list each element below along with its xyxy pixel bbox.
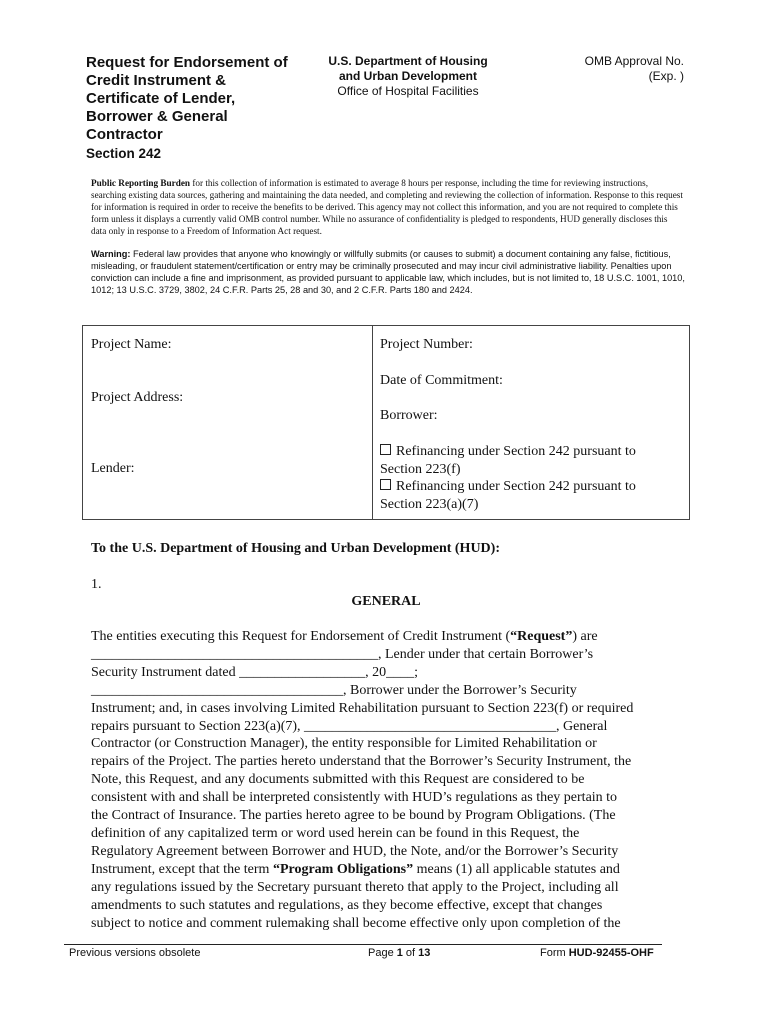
section-label: Section 242	[86, 146, 162, 161]
paragraph-line	[91, 628, 689, 646]
general-paragraph	[91, 628, 689, 932]
date-of-commitment-field[interactable]: Date of Commitment:	[380, 373, 503, 388]
option-223f-label-line1: Refinancing under Section 242 pursuant to	[396, 444, 636, 459]
title-line: Certificate of Lender,	[86, 90, 236, 107]
paragraph-line: ____________________________________, Borrower under the Borrower’s Security	[91, 682, 577, 698]
warning-label: Warning:	[91, 249, 131, 259]
paragraph-line: repairs of the Project. The parties hereto understand that the Borrower’s Security Instrument, the	[91, 754, 632, 770]
paragraph-line: subject to notice and comment rulemaking shall become effective only upon completion of the	[91, 915, 621, 931]
box-divider	[372, 326, 373, 519]
agency-name-line2: and Urban Development	[338, 69, 478, 83]
omb-expiration: (Exp. )	[648, 69, 684, 83]
paragraph-line: Contractor (or Construction Manager), the entity responsible for Limited Rehabilitation or	[91, 736, 597, 752]
paragraph-line: the Contract of Insurance. The parties hereto agree to be bound by Program Obligations. (The	[91, 808, 616, 824]
agency-block	[316, 54, 500, 99]
title-line: Borrower & General	[86, 108, 228, 125]
title-line: Credit Instrument &	[86, 72, 227, 89]
paragraph-line: Note, this Request, and any documents submitted with this Request are considered to be	[91, 772, 585, 788]
burden-text: for this collection of information is estimated to average 8 hours per response, including the time for reviewing instructions, searching existing data sources, gathering and maintaining the data needed, and completing and reviewing the collection of information. Response to this request for information is required in order to receive the benefits to be derived. This agency may not collect this information, and you are not required to complete this form unless it displays a currently valid OMB control number. While no assurance of confidentiality is pledged to respondents, HUD generally discloses this data only in response to a Freedom of Information Act request.	[91, 178, 683, 236]
omb-approval	[540, 54, 684, 84]
option-section-223a7[interactable]	[380, 478, 680, 514]
paragraph-line: repairs pursuant to Section 223(a)(7), ____________________________________, General	[91, 718, 608, 734]
form-label: Form	[540, 947, 569, 959]
paragraph-line: _________________________________________, Lender under that certain Borrower’s	[91, 646, 594, 662]
project-address-field[interactable]: Project Address:	[91, 390, 184, 405]
footer-obsolete-note: Previous versions obsolete	[69, 947, 201, 959]
paragraph-line: consistent with and shall be interpreted consistently with HUD’s regulations as they pertain to	[91, 790, 618, 806]
page-indicator	[368, 947, 430, 959]
lender-field[interactable]: Lender:	[91, 461, 135, 476]
page-label: Page	[368, 947, 397, 959]
checkbox-223f[interactable]	[380, 444, 391, 455]
burden-label: Public Reporting Burden	[91, 178, 191, 188]
page-of: of	[402, 947, 419, 959]
text-run: The entities executing this Request for Endorsement of Credit Instrument (	[91, 629, 511, 644]
warning-notice	[91, 248, 687, 296]
project-info-box	[82, 325, 690, 520]
form-id: HUD-92455-OHF	[568, 947, 654, 959]
section-heading: GENERAL	[351, 594, 421, 609]
borrower-field[interactable]: Borrower:	[380, 408, 438, 423]
page-total: 13	[418, 947, 431, 959]
form-number	[540, 947, 654, 959]
paragraph-line: Regulatory Agreement between Borrower and HUD, the Note, and/or the Borrower’s Security	[91, 843, 619, 859]
paragraph-line	[91, 861, 689, 879]
project-number-field[interactable]: Project Number:	[380, 337, 473, 352]
option-223f-label-line2: Section 223(f)	[380, 462, 461, 477]
paragraph-line: definition of any capitalized term or word used herein can be found in this Request, the	[91, 825, 580, 841]
section-number: 1.	[91, 577, 102, 592]
title-line: Request for Endorsement of	[86, 54, 288, 71]
defined-term-request: “Request”	[510, 629, 573, 644]
defined-term-program-obligations: “Program Obligations”	[272, 861, 414, 877]
text-run: ) are	[572, 629, 598, 644]
footer-rule	[64, 944, 662, 945]
document-title	[86, 54, 306, 163]
office-name: Office of Hospital Facilities	[337, 84, 479, 98]
option-section-223f[interactable]	[380, 443, 680, 479]
text-run: means (1) all applicable statutes and	[413, 861, 620, 877]
paragraph-line: amendments to such statutes and regulations, as they become effective, except that changes	[91, 897, 603, 913]
text-run: Instrument, except that the term	[91, 861, 273, 877]
option-223a7-label-line2: Section 223(a)(7)	[380, 497, 479, 512]
paragraph-line: Security Instrument dated __________________, 20____;	[91, 664, 419, 680]
project-name-field[interactable]: Project Name:	[91, 337, 172, 352]
title-line: Contractor	[86, 126, 163, 143]
public-reporting-burden	[91, 177, 683, 237]
page-number: 1	[396, 947, 403, 959]
paragraph-line: any regulations issued by the Secretary pursuant thereto that apply to the Project, including all	[91, 879, 619, 895]
checkbox-223a7[interactable]	[380, 479, 391, 490]
option-223a7-label-line1: Refinancing under Section 242 pursuant to	[396, 479, 636, 494]
omb-approval-label: OMB Approval No.	[584, 54, 684, 68]
agency-name-line1: U.S. Department of Housing	[328, 54, 488, 68]
addressee: To the U.S. Department of Housing and Urban Development (HUD):	[91, 541, 500, 556]
paragraph-line: Instrument; and, in cases involving Limited Rehabilitation pursuant to Section 223(f) or required	[91, 700, 634, 716]
warning-text: Federal law provides that anyone who knowingly or willfully submits (or causes to submit) a document containing any false, fictitious, misleading, or fraudulent statement/certification or entry may be criminally prosecuted and may incur civil administrative liability. Penalties upon conviction can include a fine and imprisonment, as provided pursuant to applicable law, which includes, but is not limited to, 18 U.S.C. 1001, 1010, 1012; 13 U.S.C. 3729, 3802, 24 C.F.R. Parts 25, 28 and 30, and 2 C.F.R. Parts 180 and 2424.	[91, 249, 685, 295]
